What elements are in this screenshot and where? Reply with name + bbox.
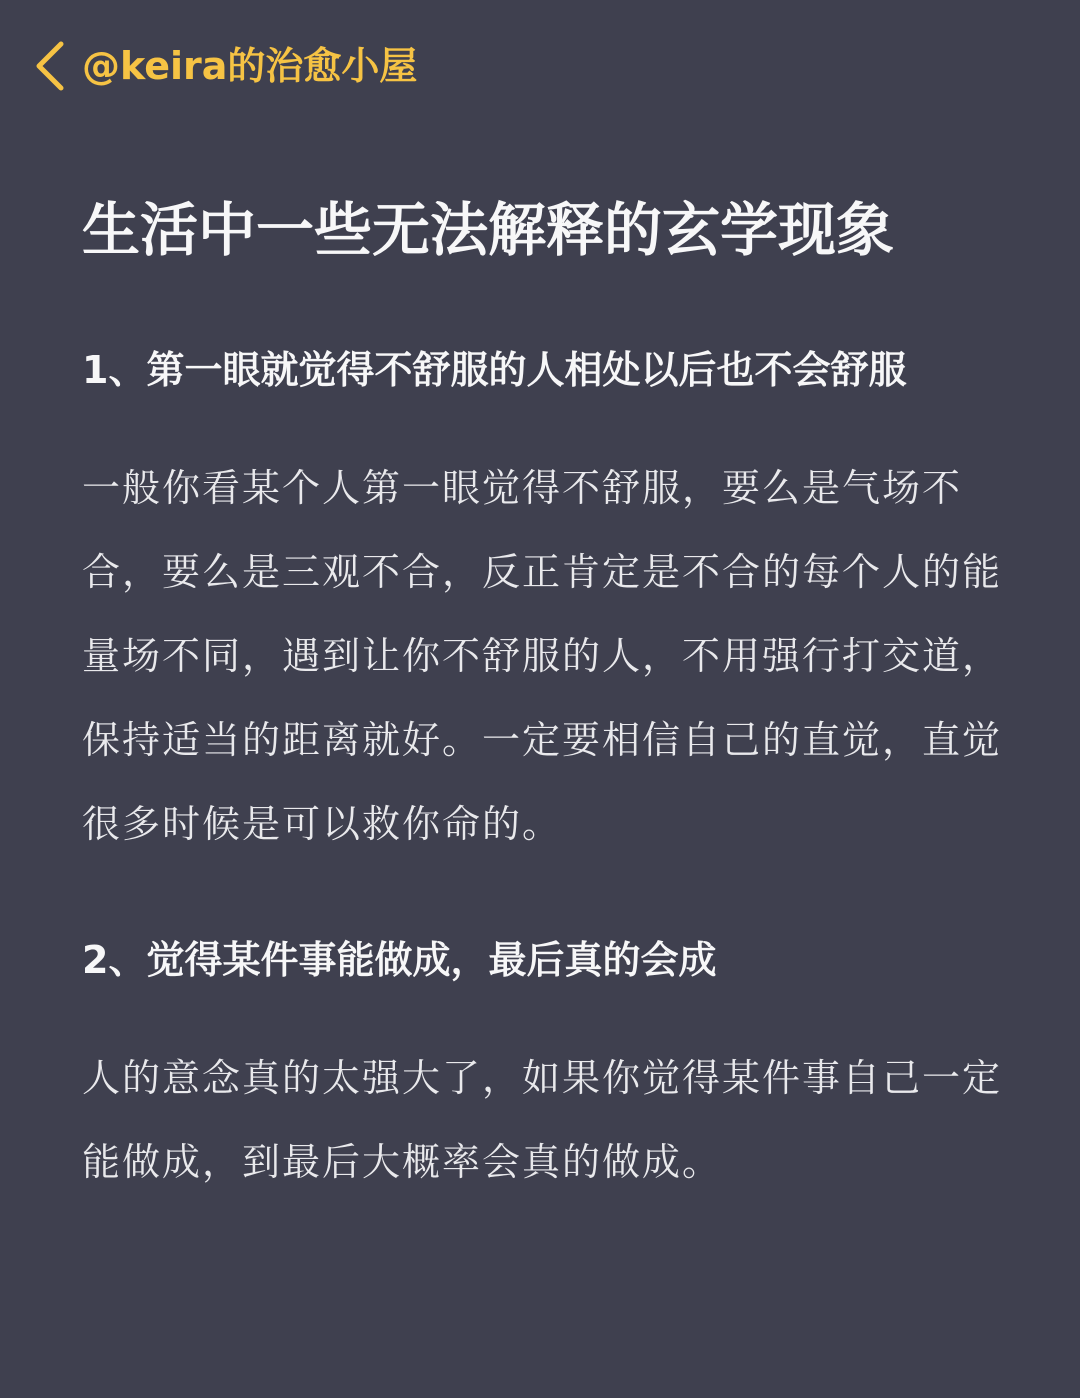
section-paragraph-1: 一般你看某个人第一眼觉得不舒服，要么是气场不合，要么是三观不合，反正肯定是不合的每个人的能量场不同，遇到让你不舒服的人，不用强行打交道，保持适当的距离就好。一定要相信自己的直觉，直觉很多时候是可以救你命的。	[82, 466, 1003, 846]
section-heading-2: 2、觉得某件事能做成，最后真的会成	[82, 938, 717, 982]
article-body	[82, 190, 1002, 1204]
section-paragraph-2: 人的意念真的太强大了，如果你觉得某件事自己一定能做成，到最后大概率会真的做成。	[82, 1056, 1003, 1184]
page-title: 生活中一些无法解释的玄学现象	[82, 196, 895, 264]
top-bar	[30, 38, 417, 94]
chevron-left-icon	[35, 40, 65, 92]
channel-name[interactable]: @keira的治愈小屋	[82, 44, 418, 88]
back-button[interactable]	[30, 38, 70, 94]
section-heading-1: 1、第一眼就觉得不舒服的人相处以后也不会舒服	[82, 348, 907, 392]
